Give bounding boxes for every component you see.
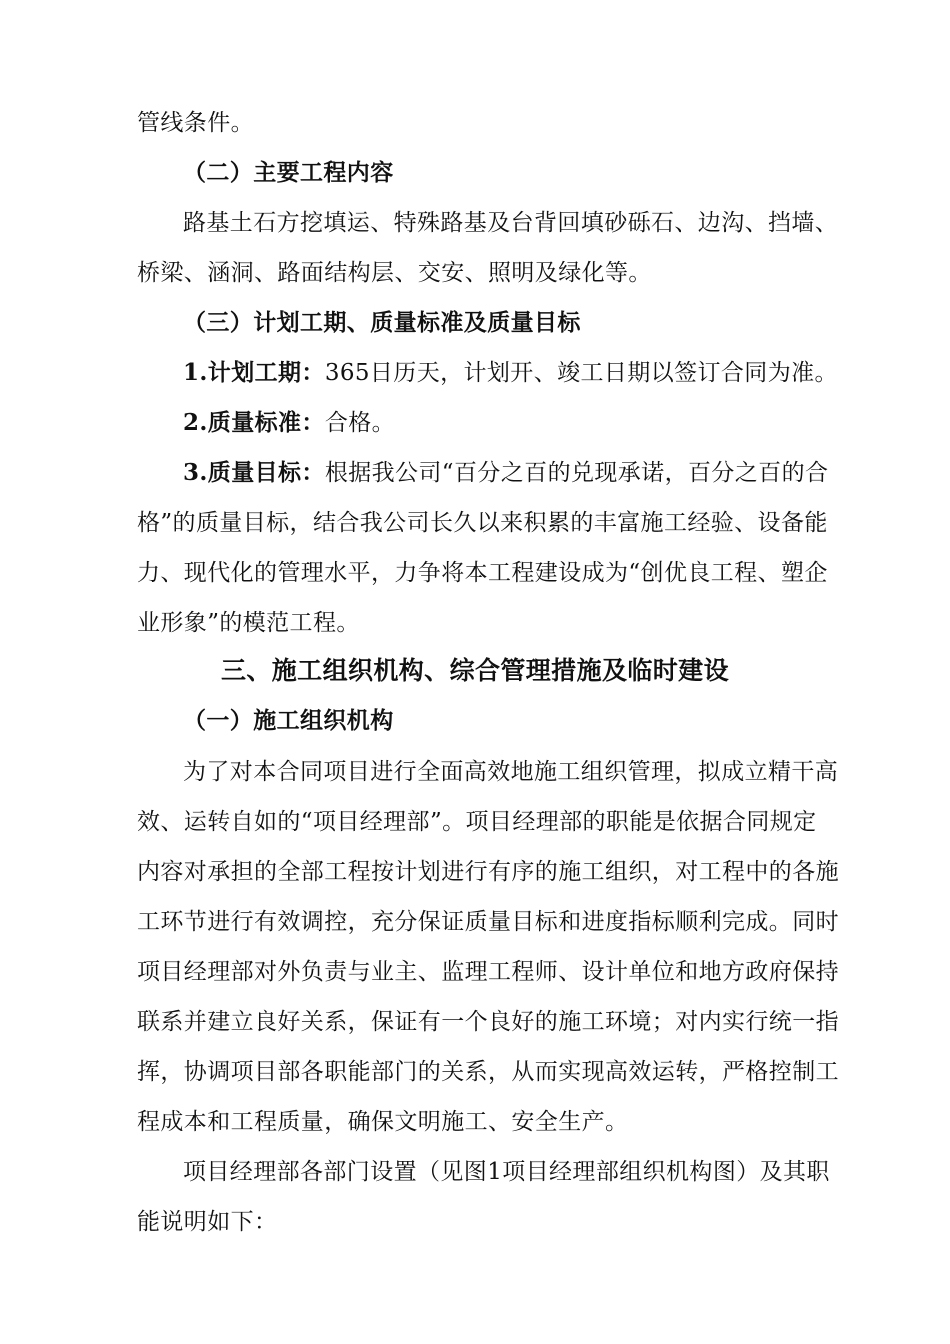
paragraph-line: 效、运转自如的“项目经理部”。项目经理部的职能是依据合同规定 [137,809,817,835]
paragraph-line: 项目经理部对外负责与业主、监理工程师、设计单位和地方政府保持 [137,959,839,985]
list-item-quality-target [183,458,827,488]
item-text: 365日历天，计划开、竣工日期以签订合同为准。 [324,360,838,386]
paragraph-line: 力、现代化的管理水平，力争将本工程建设成为“创优良工程、塑企 [137,560,828,586]
paragraph-line: 工环节进行有效调控，充分保证质量目标和进度指标顺利完成。同时 [137,909,839,935]
paragraph-continuation: 管线条件。 [137,110,254,136]
section-heading-main-works: （二）主要工程内容 [183,159,394,186]
list-item-quality-standard [183,408,827,438]
paragraph-line: 业形象”的模范工程。 [137,610,360,636]
item-label: 2.质量标准： [183,409,325,436]
section-heading-schedule-quality: （三）计划工期、质量标准及质量目标 [183,309,581,336]
paragraph-line: 桥梁、涵洞、路面结构层、交安、照明及绿化等。 [137,260,652,286]
item-label: 1.计划工期： [183,359,325,386]
paragraph-line: 项目经理部各部门设置（见图1项目经理部组织机构图）及其职 [183,1159,830,1185]
section-heading-organization: （一）施工组织机构 [183,707,394,734]
paragraph-line: 格”的质量目标，结合我公司长久以来积累的丰富施工经验、设备能 [137,510,828,536]
item-label: 3.质量目标： [183,459,325,486]
paragraph-line: 能说明如下： [137,1209,278,1235]
paragraph-line: 为了对本合同项目进行全面高效地施工组织管理，拟成立精干高 [183,759,839,785]
paragraph-line: 挥，协调项目部各职能部门的关系，从而实现高效运转，严格控制工 [137,1059,839,1085]
item-text: 根据我公司“百分之百的兑现承诺，百分之百的合 [324,460,829,486]
paragraph-line: 联系并建立良好关系，保证有一个良好的施工环境；对内实行统一指 [137,1009,839,1035]
paragraph-line: 程成本和工程质量，确保文明施工、安全生产。 [137,1109,629,1135]
paragraph-line: 路基土石方挖填运、特殊路基及台背回填砂砾石、边沟、挡墙、 [183,210,839,236]
paragraph-line: 内容对承担的全部工程按计划进行有序的施工组织，对工程中的各施 [137,859,839,885]
chapter-heading: 三、施工组织机构、综合管理措施及临时建设 [220,656,729,685]
item-text: 合格。 [324,410,396,436]
list-item-schedule [183,358,838,388]
